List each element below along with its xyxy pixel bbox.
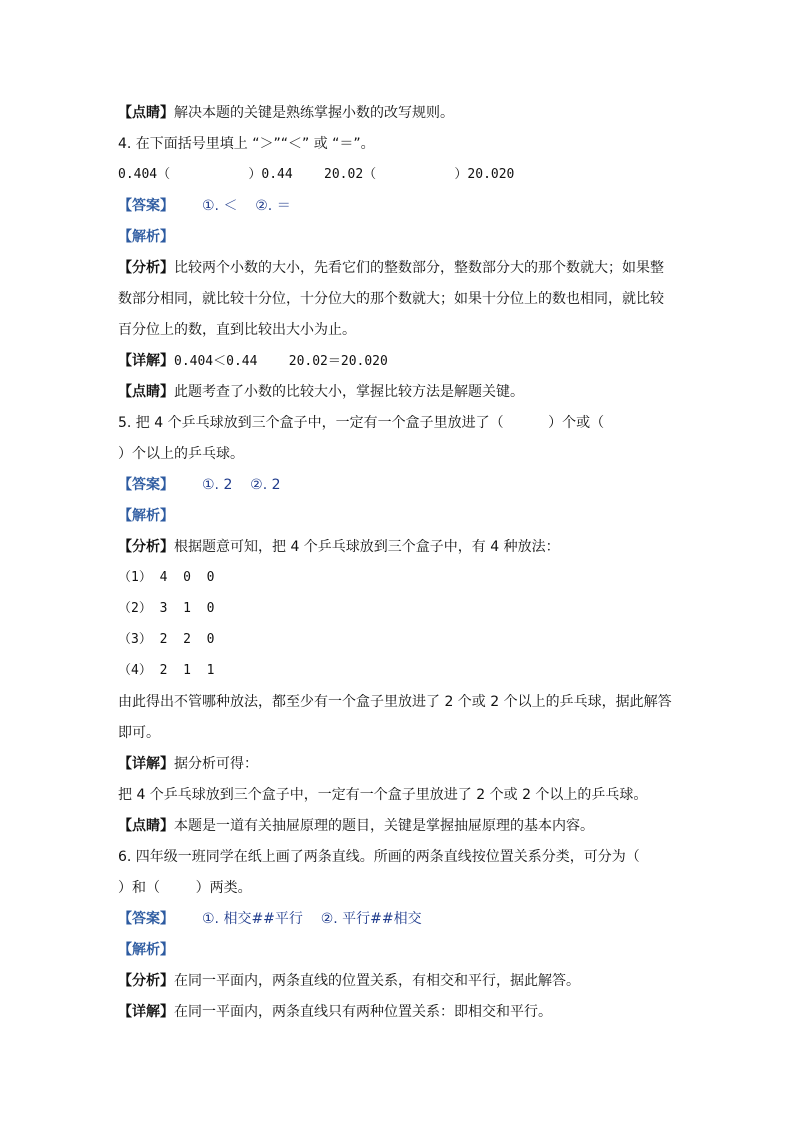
q6-question-1: 6. 四年级一班同学在纸上画了两条直线。所画的两条直线按位置关系分类，可分为（	[118, 849, 640, 865]
answer-text: ①. 2 ②. 2	[202, 477, 281, 493]
answer-tag: 【答案】	[118, 911, 174, 927]
fenxi-tag: 【分析】	[118, 260, 174, 276]
q4-fenxi-3: 百分位上的数，直到比较出大小为止。	[118, 322, 356, 338]
q5-question-1: 5. 把 4 个乒乓球放到三个盒子中，一定有一个盒子里放进了（ ）个或（	[118, 415, 605, 431]
dianjing-text: 此题考查了小数的比较大小，掌握比较方法是解题关键。	[174, 384, 524, 400]
q4-fenxi-2: 数部分相同，就比较十分位，十分位大的那个数就大；如果十分位上的数也相同，就比较	[118, 291, 664, 307]
q5-case-3: （3） 2 2 0	[118, 632, 215, 647]
answer-tag: 【答案】	[118, 198, 174, 214]
q5-case-2: （2） 3 1 0	[118, 601, 215, 616]
dianjing-tag: 【点睛】	[118, 818, 174, 834]
q5-case-4: （4） 2 1 1	[118, 663, 215, 678]
q4-fenxi-1	[118, 258, 674, 278]
q4-jiexi	[118, 227, 674, 247]
q5-jiexi	[118, 506, 674, 526]
q5-conclusion-2: 即可。	[118, 725, 160, 741]
q3-dianjing	[118, 103, 674, 123]
q5-fenxi	[118, 537, 674, 557]
xiangjie-tag: 【详解】	[118, 353, 174, 369]
q6-question-2: ）和（ ）两类。	[118, 880, 252, 896]
answer-text: ①. ＜ ②. ＝	[202, 198, 291, 214]
jiexi-tag: 【解析】	[118, 229, 174, 245]
fenxi-tag: 【分析】	[118, 539, 174, 555]
q4-question: 4. 在下面括号里填上 “＞”“＜” 或 “＝”。	[118, 136, 375, 152]
q5-conclusion-1: 由此得出不管哪种放法，都至少有一个盒子里放进了 2 个或 2 个以上的乒乓球，据此解答	[118, 694, 672, 710]
q5-dianjing	[118, 816, 674, 836]
dianjing-text: 解决本题的关键是熟练掌握小数的改写规则。	[174, 105, 454, 121]
fenxi-text: 根据题意可知，把 4 个乒乓球放到三个盒子中，有 4 种放法：	[174, 539, 560, 555]
xiangjie-text: 据分析可得：	[174, 756, 258, 772]
jiexi-tag: 【解析】	[118, 942, 174, 958]
q4-items: 0.404（ ）0.44 20.02（ ）20.020	[118, 167, 515, 182]
xiangjie-text: 在同一平面内，两条直线只有两种位置关系：即相交和平行。	[174, 1004, 552, 1020]
q4-dianjing	[118, 382, 674, 402]
q4-answer	[118, 196, 674, 216]
q5-xiangjie	[118, 754, 674, 774]
q5-question-2: ）个以上的乒乓球。	[118, 446, 244, 462]
q6-answer	[118, 909, 674, 929]
q4-xiangjie	[118, 351, 674, 372]
q5-xiangjie-2: 把 4 个乒乓球放到三个盒子中，一定有一个盒子里放进了 2 个或 2 个以上的乒乓球。	[118, 787, 648, 803]
xiangjie-tag: 【详解】	[118, 1004, 174, 1020]
jiexi-tag: 【解析】	[118, 508, 174, 524]
fenxi-tag: 【分析】	[118, 973, 174, 989]
q6-fenxi	[118, 971, 674, 991]
fenxi-text: 在同一平面内，两条直线的位置关系，有相交和平行，据此解答。	[174, 973, 580, 989]
xiangjie-text: 0.404＜0.44 20.02＝20.020	[174, 354, 388, 369]
xiangjie-tag: 【详解】	[118, 756, 174, 772]
q5-case-1: （1） 4 0 0	[118, 570, 215, 585]
dianjing-tag: 【点睛】	[118, 105, 174, 121]
q6-xiangjie	[118, 1002, 674, 1022]
dianjing-tag: 【点睛】	[118, 384, 174, 400]
answer-text: ①. 相交##平行 ②. 平行##相交	[202, 911, 422, 927]
q5-answer	[118, 475, 674, 495]
dianjing-text: 本题是一道有关抽屉原理的题目，关键是掌握抽屉原理的基本内容。	[174, 818, 594, 834]
fenxi-text: 比较两个小数的大小，先看它们的整数部分，整数部分大的那个数就大；如果整	[174, 260, 664, 276]
q6-jiexi	[118, 940, 674, 960]
answer-tag: 【答案】	[118, 477, 174, 493]
